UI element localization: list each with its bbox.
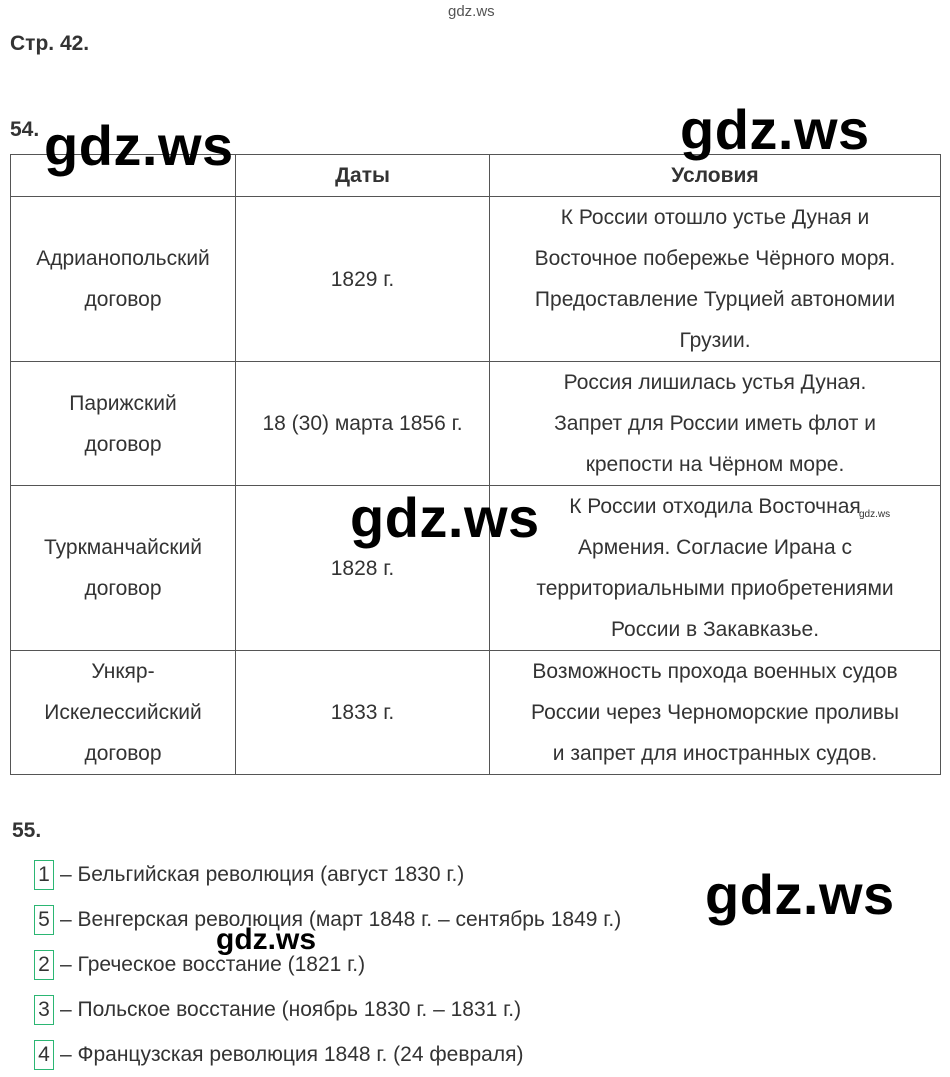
watermark-top: gdz.ws (448, 3, 495, 20)
treaty-date: 18 (30) марта 1856 г. (236, 362, 490, 486)
treaty-terms: Россия лишилась устья Дуная. Запрет для России иметь флот и крепости на Чёрном море. (490, 362, 941, 486)
header-dates: Даты (236, 155, 490, 197)
watermark-overlay: gdz.ws (680, 98, 870, 161)
answer-number-box: 4 (34, 1040, 54, 1070)
event-text: – Венгерская революция (март 1848 г. – сентябрь 1849 г.) (60, 907, 622, 931)
table-row (11, 197, 941, 362)
treaties-table (10, 154, 941, 775)
table-row (11, 651, 941, 775)
answer-number-box: 1 (34, 860, 54, 890)
treaty-terms: Возможность прохода военных судов России через Черноморские проливы и запрет для иностранных судов. (490, 651, 941, 775)
event-text: – Греческое восстание (1821 г.) (60, 952, 366, 976)
event-text: – Польское восстание (ноябрь 1830 г. – 1831 г.) (60, 997, 522, 1021)
treaty-name: Адрианопольский договор (11, 197, 236, 362)
list-item (34, 852, 621, 897)
treaty-date: 1828 г. (236, 486, 490, 651)
event-text: – Французская революция 1848 г. (24 февраля) (60, 1042, 524, 1066)
list-item (34, 942, 621, 987)
events-list (34, 852, 621, 1077)
watermark-overlay: gdz.ws (44, 114, 234, 177)
watermark-overlay: gdz.ws (216, 923, 317, 956)
answer-number-box: 5 (34, 905, 54, 935)
list-item (34, 987, 621, 1032)
treaty-name: Туркманчайский договор (11, 486, 236, 651)
list-item (34, 1032, 621, 1077)
task-55-number: 55. (12, 819, 42, 842)
treaty-terms: К России отошло устье Дуная и Восточное побережье Чёрного моря. Предоставление Турцией автономии Грузии. (490, 197, 941, 362)
task-54-number: 54. (10, 118, 40, 141)
treaty-name: Ункяр- Искелессийский договор (11, 651, 236, 775)
event-text: – Бельгийская революция (август 1830 г.) (60, 862, 465, 886)
treaty-terms: К России отходила Восточная Армения. Согласие Ирана с территориальными приобретениями России в Закавказье. (490, 486, 941, 651)
treaty-date: 1829 г. (236, 197, 490, 362)
treaty-name: Парижский договор (11, 362, 236, 486)
page-label: Стр. 42. (10, 32, 90, 55)
treaty-date: 1833 г. (236, 651, 490, 775)
watermark-overlay: gdz.ws (350, 486, 540, 549)
watermark-overlay: gdz.ws (705, 863, 895, 926)
table-row (11, 362, 941, 486)
answer-number-box: 3 (34, 995, 54, 1025)
answer-number-box: 2 (34, 950, 54, 980)
list-item (34, 897, 621, 942)
watermark-overlay: gdz.ws (859, 509, 891, 520)
header-terms: Условия (490, 155, 941, 197)
